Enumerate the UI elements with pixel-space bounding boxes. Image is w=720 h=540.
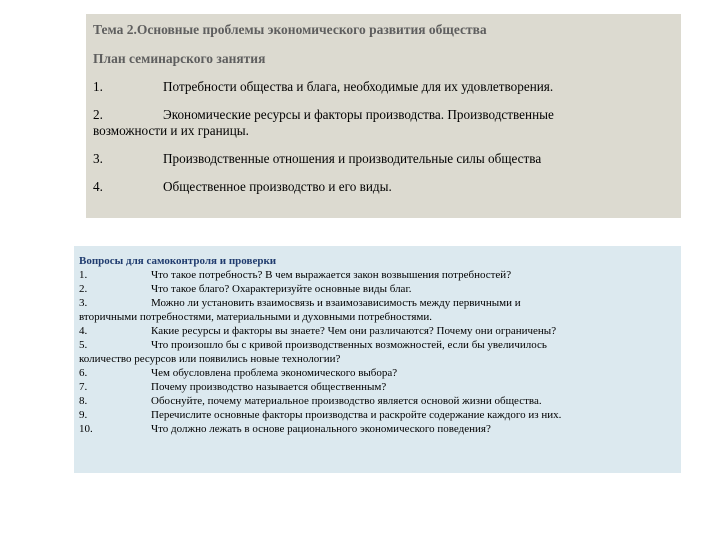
- plan-item-text: Общественное производство и его виды.: [163, 179, 392, 194]
- plan-item-number: 3.: [93, 151, 103, 166]
- plan-item-3: [93, 151, 681, 167]
- question-text: Что произошло бы с кривой производственных возможностей, если бы увеличилось: [151, 339, 547, 351]
- question-number: 5.: [79, 339, 88, 351]
- topic-title: Тема 2.Основные проблемы экономического развития общества: [93, 22, 487, 37]
- question-number: 1.: [79, 269, 88, 281]
- questions-box: [74, 246, 681, 473]
- plan-item-4: [93, 179, 681, 195]
- question-number: 6.: [79, 367, 88, 379]
- question-number: 3.: [79, 297, 88, 309]
- plan-item-text-continued: возможности и их границы.: [93, 123, 249, 138]
- question-item-2: [79, 282, 681, 296]
- question-number: 9.: [79, 409, 88, 421]
- questions-heading: Вопросы для самоконтроля и проверки: [79, 255, 277, 267]
- question-text: Что такое потребность? В чем выражается закон возвышения потребностей?: [151, 269, 512, 281]
- question-text: Перечислите основные факторы производства и раскройте содержание каждого из них.: [151, 409, 562, 421]
- question-text: Что такое благо? Охарактеризуйте основные виды благ.: [151, 283, 412, 295]
- question-text: Что должно лежать в основе рационального экономического поведения?: [151, 423, 491, 435]
- question-number: 7.: [79, 381, 88, 393]
- plan-item-1: [93, 79, 681, 95]
- question-item-10: [79, 422, 681, 436]
- plan-item-number: 4.: [93, 179, 103, 194]
- question-text-continued: вторичными потребностями, материальными и духовными потребностями.: [79, 311, 432, 323]
- question-text: Обоснуйте, почему материальное производство является основой жизни общества.: [151, 395, 542, 407]
- plan-heading: План семинарского занятия: [93, 51, 266, 66]
- seminar-plan-box: [86, 14, 681, 218]
- question-number: 10.: [79, 423, 93, 435]
- question-item-9: [79, 408, 681, 422]
- plan-item-number: 1.: [93, 79, 103, 94]
- plan-item-text: Потребности общества и блага, необходимые для их удовлетворения.: [163, 79, 554, 94]
- question-item-3: [79, 296, 681, 324]
- question-text: Можно ли установить взаимосвязь и взаимозависимость между первичными и: [151, 297, 521, 309]
- question-number: 4.: [79, 325, 88, 337]
- question-text: Почему производство называется общественным?: [151, 381, 387, 393]
- question-text: Какие ресурсы и факторы вы знаете? Чем они различаются? Почему они ограничены?: [151, 325, 557, 337]
- question-item-6: [79, 366, 681, 380]
- question-item-1: [79, 268, 681, 282]
- question-item-8: [79, 394, 681, 408]
- question-item-7: [79, 380, 681, 394]
- question-item-5: [79, 338, 681, 366]
- plan-item-text: Производственные отношения и производительные силы общества: [163, 151, 542, 166]
- plan-item-text: Экономические ресурсы и факторы производства. Производственные: [163, 107, 554, 122]
- question-text-continued: количество ресурсов или появились новые технологии?: [79, 353, 341, 365]
- plan-item-2: [93, 107, 681, 139]
- plan-item-number: 2.: [93, 107, 103, 122]
- question-item-4: [79, 324, 681, 338]
- question-number: 8.: [79, 395, 88, 407]
- question-number: 2.: [79, 283, 88, 295]
- question-text: Чем обусловлена проблема экономического выбора?: [151, 367, 398, 379]
